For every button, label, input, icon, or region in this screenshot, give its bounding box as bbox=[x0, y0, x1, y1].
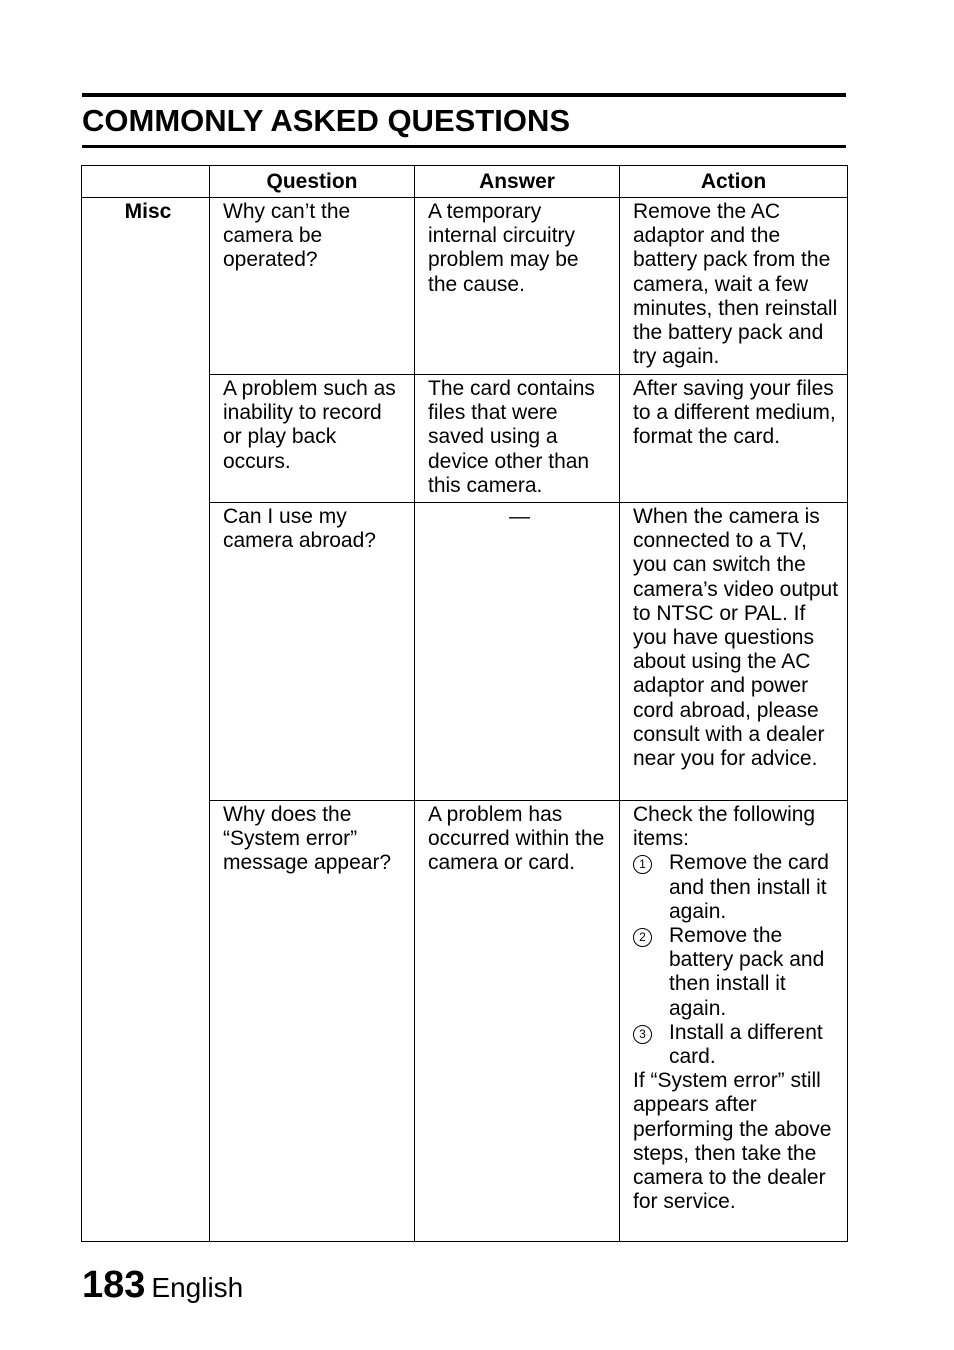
circled-number: 2 bbox=[633, 928, 652, 947]
page-footer bbox=[82, 1262, 243, 1311]
action-intro: Check the following items: bbox=[633, 803, 816, 851]
table-row bbox=[82, 198, 848, 375]
action-cell: Remove the AC adaptor and the battery pack from the camera, wait a few minutes, then reinstall the battery pack and try again. bbox=[620, 198, 848, 375]
action-cell: After saving your files to a different medium, format the card. bbox=[620, 375, 848, 503]
column-header-answer: Answer bbox=[415, 166, 620, 198]
category-cell: Misc bbox=[82, 198, 210, 1242]
faq-table bbox=[81, 165, 848, 1242]
step-text: Install a different card. bbox=[669, 1020, 823, 1069]
title-rule-top bbox=[82, 93, 846, 97]
list-item bbox=[633, 1021, 839, 1069]
column-header-action: Action bbox=[620, 166, 848, 198]
circled-number: 3 bbox=[633, 1025, 652, 1044]
action-steps-list bbox=[633, 851, 839, 1069]
answer-cell: A problem has occurred within the camera or card. bbox=[415, 801, 620, 1242]
action-cell: When the camera is connected to a TV, you can switch the camera’s video output to NTSC or PAL. If you have questions about using the AC adaptor and power cord abroad, please consult with a dealer near you for advice. bbox=[620, 503, 848, 801]
language-label: English bbox=[151, 1272, 244, 1303]
step-text: Remove the card and then install it again. bbox=[669, 851, 829, 923]
page-number: 183 bbox=[82, 1264, 146, 1306]
column-header-category bbox=[82, 166, 210, 198]
table-header-row bbox=[82, 166, 848, 198]
answer-cell: The card contains files that were saved using a device other than this camera. bbox=[415, 375, 620, 503]
question-cell: Why does the “System error” message appear? bbox=[210, 801, 415, 1242]
question-cell: A problem such as inability to record or play back occurs. bbox=[210, 375, 415, 503]
page-title: COMMONLY ASKED QUESTIONS bbox=[82, 103, 571, 138]
answer-cell: A temporary internal circuitry problem may be the cause. bbox=[415, 198, 620, 375]
action-outro: If “System error” still appears after performing the above steps, then take the camera to the dealer for service. bbox=[633, 1069, 832, 1214]
list-item bbox=[633, 924, 839, 1021]
action-cell bbox=[620, 801, 848, 1242]
list-item bbox=[633, 851, 839, 924]
circled-number: 1 bbox=[633, 855, 652, 874]
column-header-question: Question bbox=[210, 166, 415, 198]
question-cell: Can I use my camera abroad? bbox=[210, 503, 415, 801]
answer-cell: — bbox=[415, 503, 620, 801]
title-rule-bottom bbox=[82, 145, 846, 148]
question-cell: Why can’t the camera be operated? bbox=[210, 198, 415, 375]
step-text: Remove the battery pack and then install it again. bbox=[669, 924, 825, 1020]
